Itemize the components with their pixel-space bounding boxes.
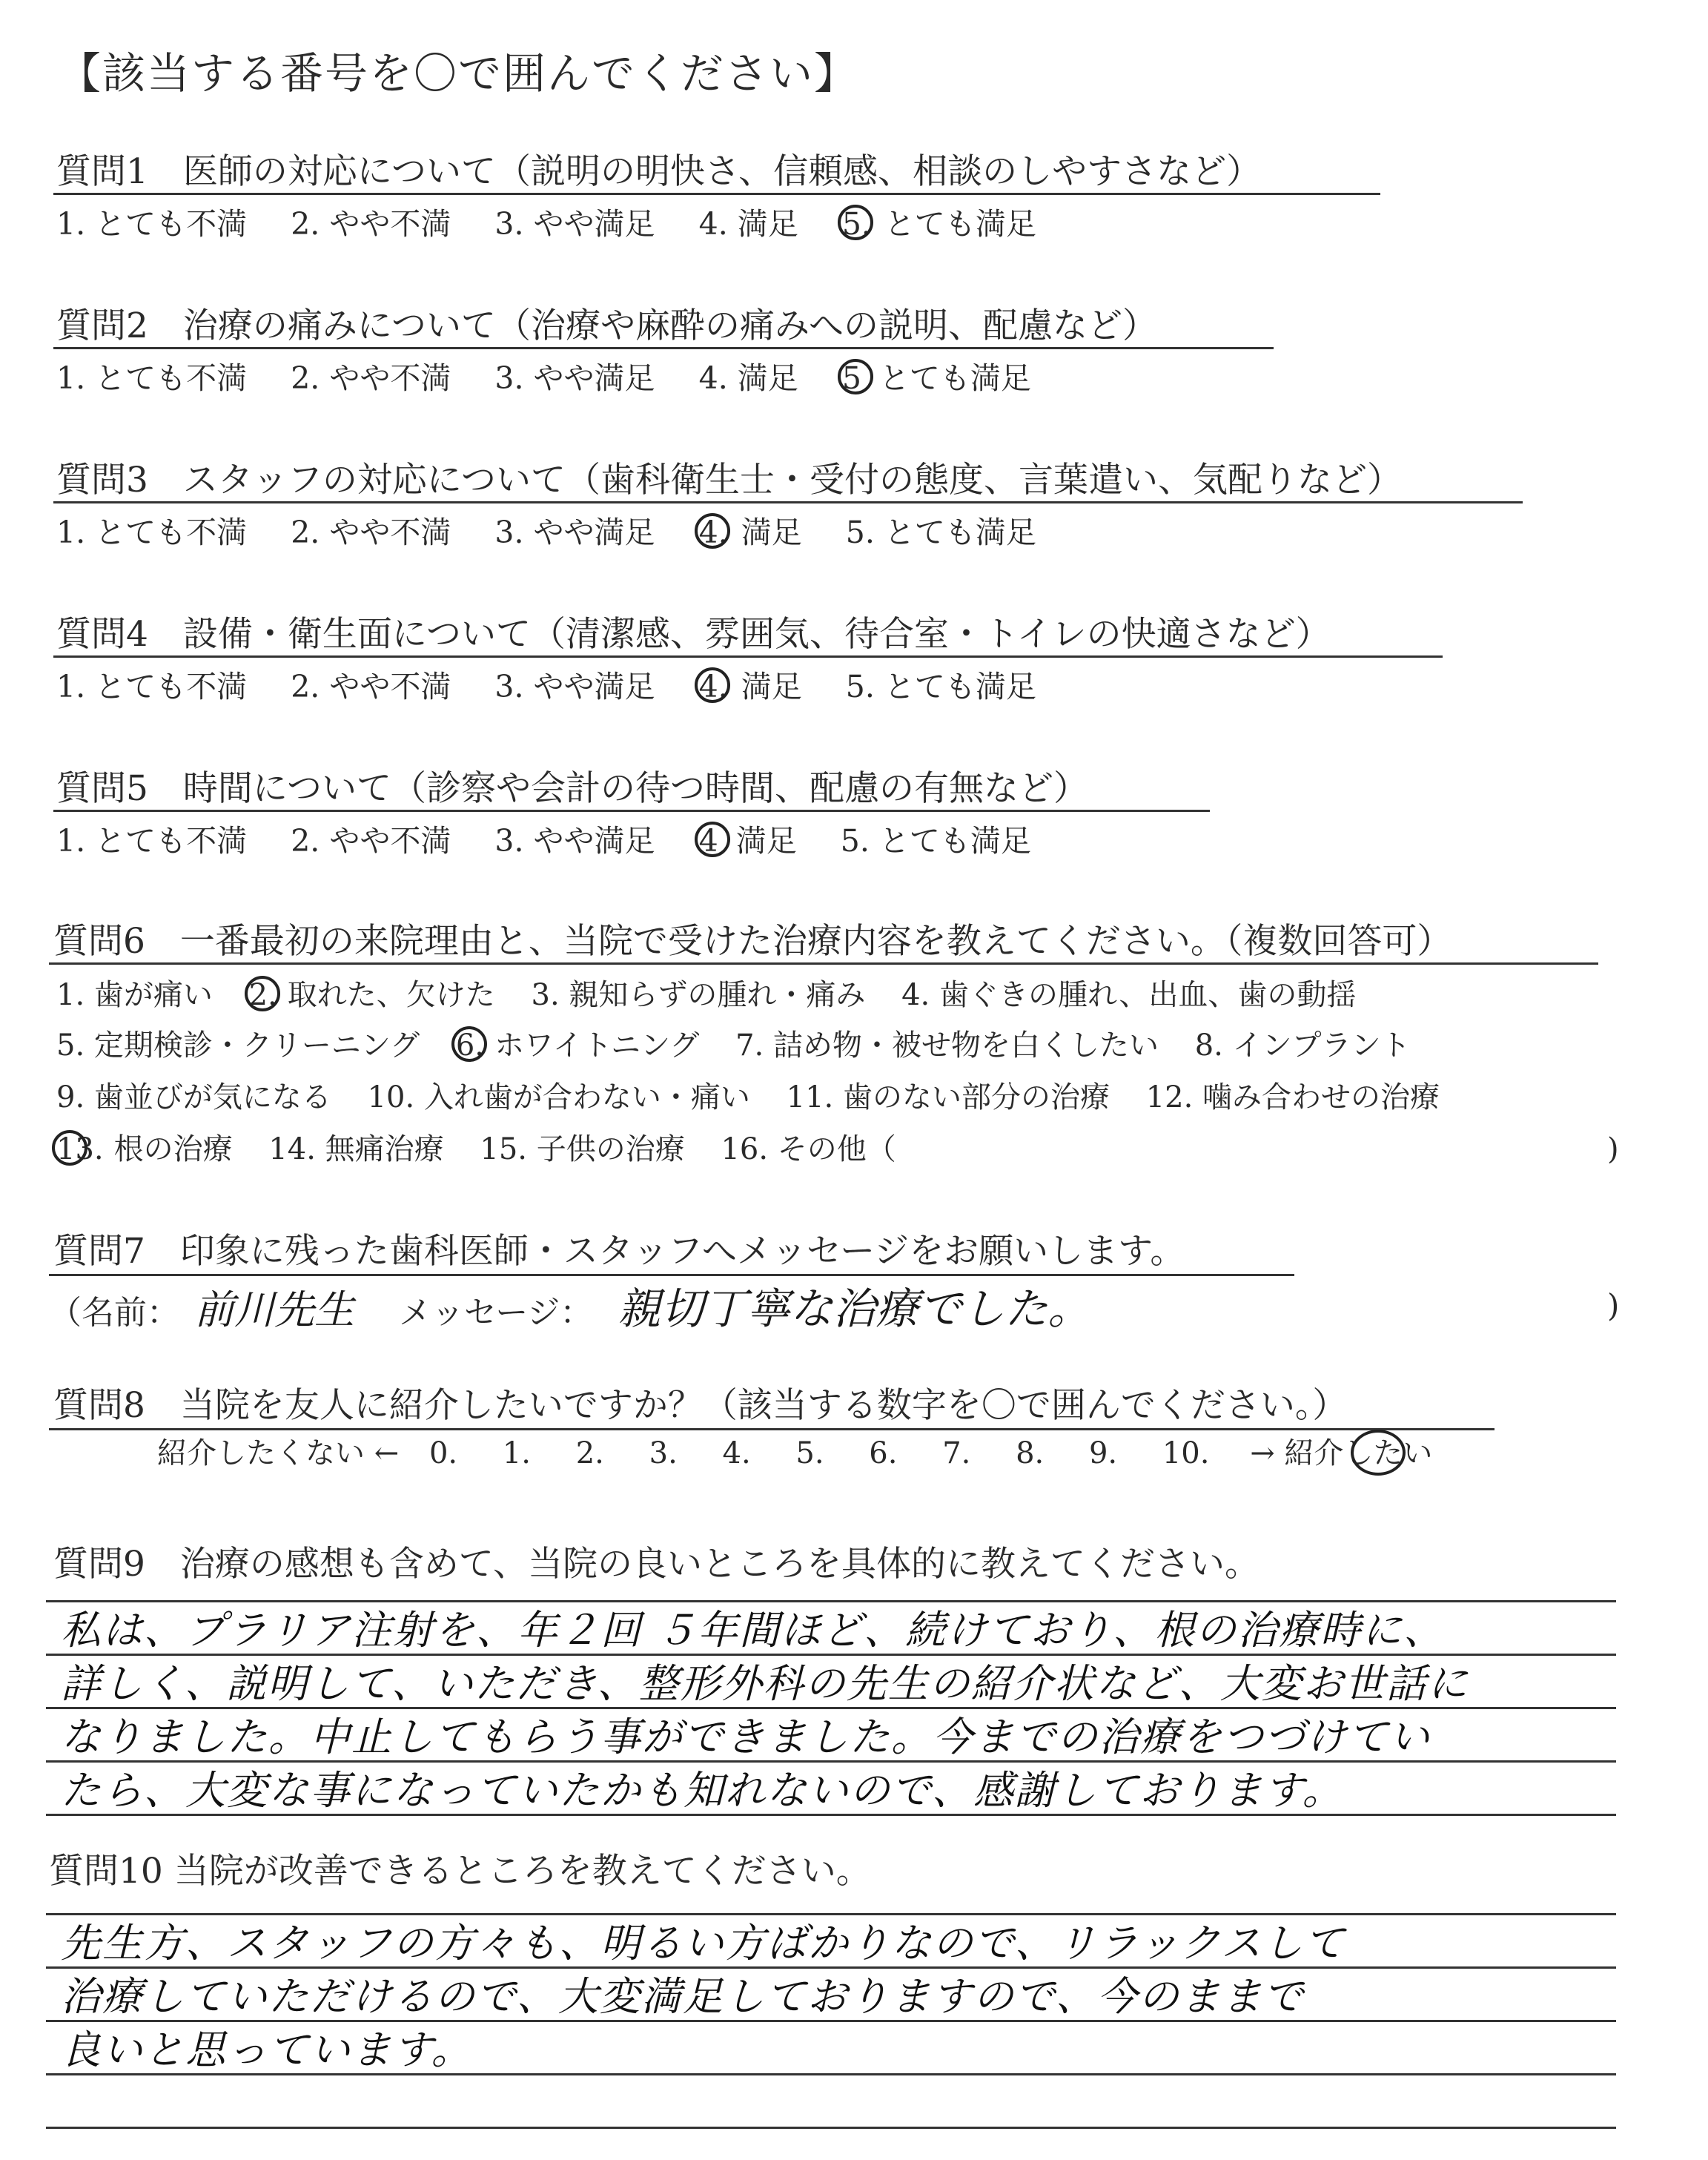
- q8-scale-5[interactable]: 5.: [795, 1436, 824, 1470]
- q2-option-5-label: とても満足: [878, 360, 1031, 396]
- q5-option-3[interactable]: 3. やや満足: [494, 823, 655, 859]
- q9-rule-3: [46, 1707, 1616, 1709]
- q1-option-5-circled[interactable]: 5.: [841, 206, 871, 242]
- q6-option-14[interactable]: 14. 無痛治療: [268, 1132, 444, 1166]
- q7-name-value[interactable]: 前川先生: [194, 1287, 354, 1333]
- q6-other-close-paren: ): [1607, 1132, 1619, 1166]
- q6-option-2-label: 取れた、欠けた: [287, 978, 495, 1012]
- q9-answer-line-2[interactable]: 詳しく、説明して、いただき、整形外科の先生の紹介状など、大変お世話に: [61, 1660, 1469, 1707]
- q1-options: [56, 206, 1070, 242]
- q2-title: 質問2 治療の痛みについて（治療や麻酔の痛みへの説明、配慮など）: [56, 305, 1158, 346]
- q2-underline: [53, 347, 1274, 349]
- q1-underline: [53, 193, 1380, 195]
- q3-underline: [53, 501, 1523, 503]
- q8-scale-6[interactable]: 6.: [869, 1436, 898, 1470]
- q8-scale-1[interactable]: 1.: [502, 1436, 532, 1470]
- q6-row-2: [56, 1028, 1437, 1063]
- q2-options: [56, 360, 1065, 396]
- q5-option-5[interactable]: 5. とても満足: [840, 823, 1031, 859]
- q9-rule-1: [46, 1600, 1616, 1602]
- q6-option-6-circled[interactable]: 6.: [455, 1028, 484, 1063]
- q6-option-12[interactable]: 12. 噛み合わせの治療: [1145, 1080, 1440, 1114]
- q6-option-1[interactable]: 1. 歯が痛い: [56, 978, 213, 1012]
- q4-option-5[interactable]: 5. とても満足: [845, 669, 1036, 704]
- q8-answer-circle-mark: [1351, 1430, 1406, 1476]
- q7-close-paren: ): [1607, 1287, 1620, 1324]
- q7-message-label: メッセージ：: [399, 1294, 593, 1332]
- q6-underline: [49, 962, 1598, 965]
- q8-left-label: 紹介したくない ←: [157, 1436, 400, 1470]
- q6-option-5[interactable]: 5. 定期検診・クリーニング: [56, 1028, 420, 1063]
- q6-title: 質問6 一番最初の来院理由と、当院で受けた治療内容を教えてください。（複数回答可）: [53, 921, 1452, 962]
- q7-title: 質問7 印象に残った歯科医師・スタッフへメッセージをお願いします。: [53, 1231, 1185, 1272]
- q6-option-4[interactable]: 4. 歯ぐきの腫れ、出血、歯の動揺: [901, 978, 1357, 1012]
- q8-scale-3[interactable]: 3.: [649, 1436, 678, 1470]
- q1-option-5-label: とても満足: [884, 206, 1036, 242]
- q5-option-1[interactable]: 1. とても不満: [56, 823, 248, 859]
- q6-option-11[interactable]: 11. 歯のない部分の治療: [786, 1080, 1110, 1114]
- q4-title: 質問4 設備・衛生面について（清潔感、雰囲気、待合室・トイレの快適さなど）: [56, 614, 1331, 655]
- q5-option-4-label: 満足: [735, 823, 797, 859]
- q6-option-2-circled[interactable]: 2.: [248, 978, 277, 1012]
- q6-option-16[interactable]: 16. その他（: [721, 1132, 896, 1166]
- q7-name-label: （名前：: [49, 1294, 179, 1332]
- q1-title: 質問1 医師の対応について（説明の明快さ、信頼感、相談のしやすさなど）: [56, 151, 1262, 192]
- q10-rule-5: [46, 2127, 1616, 2129]
- q9-rule-4: [46, 1760, 1616, 1763]
- q8-scale-7[interactable]: 7.: [942, 1436, 971, 1470]
- q4-option-3[interactable]: 3. やや満足: [494, 669, 655, 704]
- q1-option-2[interactable]: 2. やや不満: [291, 206, 451, 242]
- q6-row-4: [56, 1132, 923, 1166]
- q7-underline: [49, 1274, 1294, 1276]
- q3-option-2[interactable]: 2. やや不満: [291, 515, 451, 550]
- q8-scale-2[interactable]: 2.: [575, 1436, 604, 1470]
- q8-scale-4[interactable]: 4.: [722, 1436, 751, 1470]
- q5-options: [56, 823, 1065, 859]
- q10-rule-1: [46, 1913, 1616, 1915]
- q1-option-4[interactable]: 4. 満足: [698, 206, 798, 242]
- q8-scale-0[interactable]: 0.: [428, 1436, 458, 1470]
- q3-option-1[interactable]: 1. とても不満: [56, 515, 248, 550]
- q10-answer-line-1[interactable]: 先生方、スタッフの方々も、明るい方ばかりなので、リラックスして: [61, 1920, 1346, 1966]
- q9-answer-line-1[interactable]: 私は、プラリア注射を、年２回 ５年間ほど、続けており、根の治療時に、: [61, 1607, 1446, 1654]
- q4-option-4-label: 満足: [741, 669, 802, 704]
- q5-option-4-circled[interactable]: 4: [698, 823, 718, 859]
- q8-right-label: → 紹介したい: [1250, 1436, 1433, 1470]
- q3-option-3[interactable]: 3. やや満足: [494, 515, 655, 550]
- q3-option-4-label: 満足: [741, 515, 802, 550]
- q4-options: [56, 669, 1070, 704]
- q6-option-7[interactable]: 7. 詰め物・被せ物を白くしたい: [735, 1028, 1159, 1063]
- q9-rule-2: [46, 1654, 1616, 1656]
- q8-scale-8[interactable]: 8.: [1016, 1436, 1045, 1470]
- q9-title: 質問9 治療の感想も含めて、当院の良いところを具体的に教えてください。: [53, 1544, 1260, 1585]
- q10-rule-4: [46, 2073, 1616, 2075]
- q6-row-1: [56, 980, 1383, 1010]
- q2-option-5-circled[interactable]: 5: [841, 360, 861, 396]
- q6-option-8[interactable]: 8. インプラント: [1194, 1028, 1411, 1063]
- q3-title: 質問3 スタッフの対応について（歯科衛生士・受付の態度、言葉遣い、気配りなど）: [56, 460, 1402, 501]
- q8-scale-10[interactable]: 10.: [1162, 1436, 1210, 1470]
- q6-option-13-circled[interactable]: 13.: [56, 1132, 104, 1166]
- q1-option-1[interactable]: 1. とても不満: [56, 206, 248, 242]
- q5-option-2[interactable]: 2. やや不満: [291, 823, 451, 859]
- q3-option-4-circled[interactable]: 4.: [698, 515, 728, 550]
- q7-answer-row: [49, 1284, 1091, 1334]
- q6-option-15[interactable]: 15. 子供の治療: [480, 1132, 685, 1166]
- q10-rule-2: [46, 1966, 1616, 1969]
- q4-underline: [53, 655, 1443, 658]
- q9-rule-5: [46, 1814, 1616, 1816]
- q10-answer-line-2[interactable]: 治療していただけるので、大変満足しておりますので、今のままで: [61, 1973, 1305, 2020]
- q6-option-3[interactable]: 3. 親知らずの腫れ・痛み: [531, 978, 866, 1012]
- q9-answer-line-3[interactable]: なりました。中止してもらう事ができました。今までの治療をつづけてい: [61, 1714, 1431, 1760]
- q6-option-13-label: 根の治療: [113, 1132, 233, 1166]
- q8-scale: [157, 1436, 1433, 1470]
- q3-options: [56, 515, 1070, 550]
- q6-option-6-label: ホワイトニング: [494, 1028, 700, 1063]
- q6-row-3: [56, 1080, 1466, 1114]
- q10-title: 質問10 当院が改善できるところを教えてください。: [49, 1851, 871, 1892]
- q3-option-5[interactable]: 5. とても満足: [845, 515, 1036, 550]
- q1-option-3[interactable]: 3. やや満足: [494, 206, 655, 242]
- q8-scale-9[interactable]: 9.: [1088, 1436, 1118, 1470]
- q2-option-1[interactable]: 1. とても不満: [56, 360, 248, 396]
- q6-option-10[interactable]: 10. 入れ歯が合わない・痛い: [367, 1080, 750, 1114]
- q2-option-4[interactable]: 4. 満足: [698, 360, 798, 396]
- q7-message-value[interactable]: 親切丁寧な治療でした。: [618, 1284, 1091, 1334]
- q5-underline: [53, 810, 1210, 812]
- q5-title: 質問5 時間について（診察や会計の待つ時間、配慮の有無など）: [56, 768, 1088, 809]
- form-header: 【該当する番号を〇で囲んでください】: [58, 48, 859, 99]
- q9-answer-line-4[interactable]: たら、大変な事になっていたかも知れないので、感謝しております。: [61, 1767, 1344, 1814]
- q6-option-9[interactable]: 9. 歯並びが気になる: [56, 1080, 331, 1114]
- q10-answer-line-3[interactable]: 良いと思っています。: [61, 2027, 473, 2073]
- q4-option-2[interactable]: 2. やや不満: [291, 669, 451, 704]
- q8-title: 質問8 当院を友人に紹介したいですか？（該当する数字を〇で囲んでください。）: [53, 1385, 1348, 1426]
- q2-option-2[interactable]: 2. やや不満: [291, 360, 451, 396]
- q4-option-1[interactable]: 1. とても不満: [56, 669, 248, 704]
- q4-option-4-circled[interactable]: 4.: [698, 669, 728, 704]
- q10-rule-3: [46, 2020, 1616, 2022]
- q2-option-3[interactable]: 3. やや満足: [494, 360, 655, 396]
- q8-underline: [49, 1428, 1494, 1430]
